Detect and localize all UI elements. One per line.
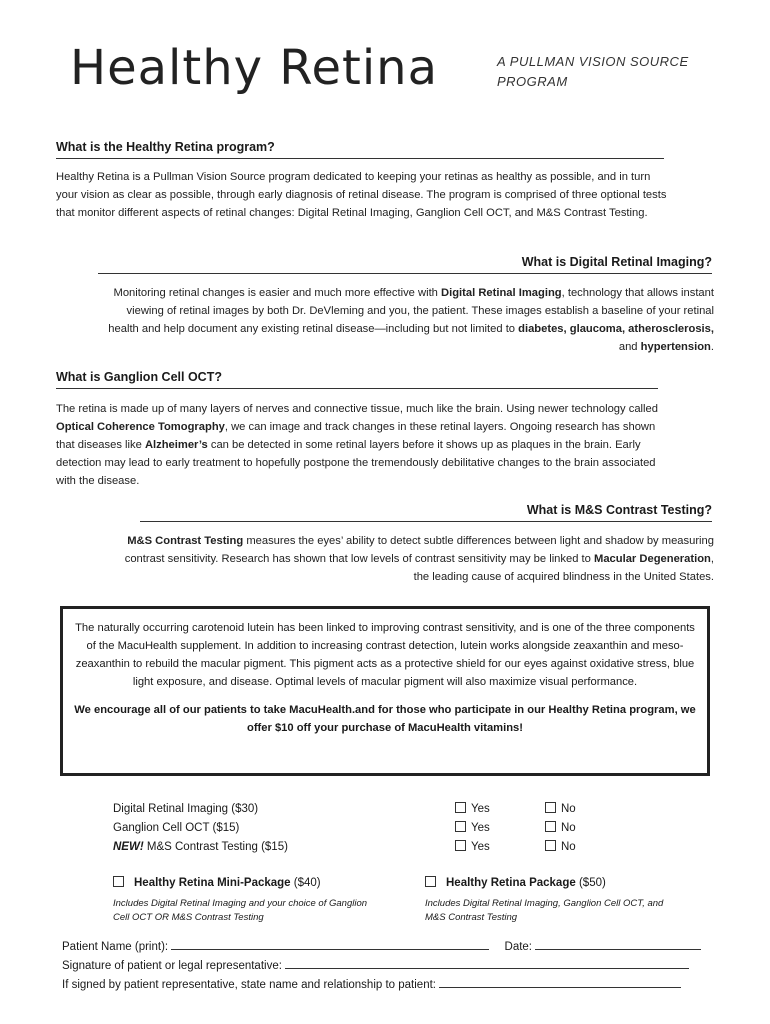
mini-package-desc: Includes Digital Retinal Imaging and your choice of Ganglion Cell OCT OR M&S Contrast Testing (113, 898, 368, 923)
option-digital-imaging: Digital Retinal Imaging ($30) (113, 803, 259, 815)
signature-row (62, 957, 689, 972)
full-package-desc: Includes Digital Retinal Imaging, Ganglion Cell OCT, and M&S Contrast Testing (425, 898, 664, 923)
imaging-text: Monitoring retinal changes is easier and much more effective with Digital Retinal Imaging, technology that allows instant viewing of retinal images by both Dr. DeVleming and you, the patient. These images establish a baseline of your retinal health and help document any existing retinal disease—including but not limited to diabetes, glaucoma, atherosclerosis, and hypertension. (108, 287, 714, 353)
signature-label: Signature of patient or legal representative: (62, 960, 282, 972)
mini-package-option[interactable]: Healthy Retina Mini-Package ($40) (113, 876, 373, 889)
page-subtitle: A PULLMAN VISION SOURCE PROGRAM (497, 54, 689, 89)
imaging-heading: What is Digital Retinal Imaging? (98, 255, 712, 274)
date-label: Date: (504, 941, 533, 953)
yes-column (455, 800, 490, 857)
oct-heading: What is Ganglion Cell OCT? (56, 370, 658, 389)
program-heading: What is the Healthy Retina program? (56, 140, 664, 159)
signature-field[interactable] (285, 957, 689, 969)
no-checkbox-ganglion-oct[interactable]: No (545, 819, 576, 838)
representative-row (62, 976, 681, 991)
checkbox-icon[interactable] (455, 802, 466, 813)
checkbox-icon[interactable] (113, 876, 124, 887)
macuhealth-callout (60, 606, 710, 776)
checkbox-icon[interactable] (425, 876, 436, 887)
callout-body: The naturally occurring carotenoid lutein has been linked to improving contrast sensitivity, and is one of the three components of the MacuHealth supplement. In addition to increasing contrast detection, lutein works alongside zeaxanthin and meso-zeaxanthin to rebuild the macular pigment. This pigment acts as a protective shield for our eyes against oxidative stress, blue light exposure, and disease. Optimal levels of macular pigment will also maximize visual performance. (75, 622, 695, 688)
no-checkbox-digital-imaging[interactable]: No (545, 800, 576, 819)
option-ganglion-oct: Ganglion Cell OCT ($15) (113, 822, 240, 834)
option-contrast: NEW! M&S Contrast Testing ($15) (113, 841, 288, 853)
contrast-text: M&S Contrast Testing measures the eyes’ ability to detect subtle differences between light and shadow by measuring contrast sensitivity. Research has shown that low levels of contrast sensitivity may be linked to Macular Degeneration, the leading cause of acquired blindness in the United States. (124, 535, 714, 583)
yes-checkbox-digital-imaging[interactable]: Yes (455, 800, 490, 819)
callout-offer: We encourage all of our patients to take MacuHealth.and for those who participate in our Healthy Retina program, we offer $10 off your purchase of MacuHealth vitamins! (74, 704, 696, 734)
checkbox-icon[interactable] (545, 821, 556, 832)
patient-name-label: Patient Name (print): (62, 941, 169, 953)
checkbox-icon[interactable] (455, 821, 466, 832)
representative-field[interactable] (439, 976, 681, 988)
contrast-heading: What is M&S Contrast Testing? (140, 503, 712, 522)
no-column (545, 800, 576, 857)
patient-name-field[interactable] (171, 938, 489, 950)
date-field[interactable] (535, 938, 701, 950)
test-option-labels (113, 800, 288, 857)
new-badge: NEW! (113, 841, 144, 853)
no-checkbox-contrast[interactable]: No (545, 838, 576, 857)
representative-label: If signed by patient representative, state name and relationship to patient: (62, 979, 436, 991)
oct-text: The retina is made up of many layers of nerves and connective tissue, much like the brain. Using newer technology called Optical Coherence Tomography, we can image and track changes in these retinal layers. Ongoing research has shown that diseases like Alzheimer’s can be detected in some retinal layers before it shows up as plaques in the brain. Early detection may lead to early treatment to hopefully postpone the tremendously debilitative changes to the brain associated with the disease. (56, 403, 658, 487)
checkbox-icon[interactable] (455, 840, 466, 851)
program-text: Healthy Retina is a Pullman Vision Source program dedicated to keeping your retinas as healthy as possible, and in turn your vision as clear as possible, through early diagnosis of retinal disease. The program is comprised of three optional tests that monitor different aspects of retinal changes: Digital Retinal Imaging, Ganglion Cell OCT, and M&S Contrast Testing. (56, 171, 667, 219)
page-title: Healthy Retina (70, 40, 438, 96)
full-package (425, 876, 685, 925)
yes-checkbox-contrast[interactable]: Yes (455, 838, 490, 857)
yes-checkbox-ganglion-oct[interactable]: Yes (455, 819, 490, 838)
checkbox-icon[interactable] (545, 840, 556, 851)
patient-name-row (62, 938, 701, 953)
full-package-option[interactable]: Healthy Retina Package ($50) (425, 876, 685, 889)
checkbox-icon[interactable] (545, 802, 556, 813)
mini-package (113, 876, 373, 925)
